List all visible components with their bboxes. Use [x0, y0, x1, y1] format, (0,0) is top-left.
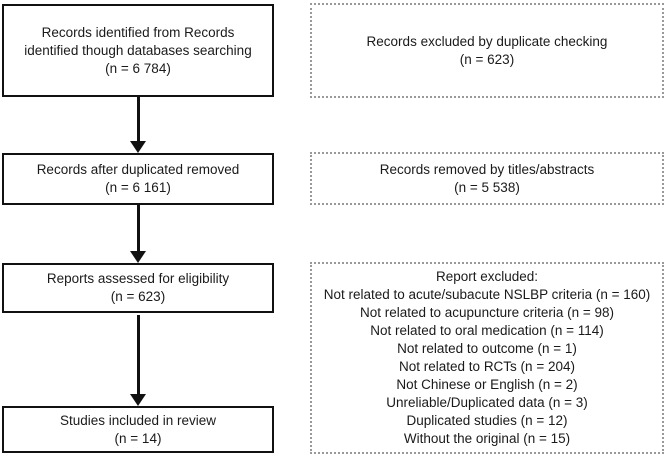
exclusion-item: Not related to oral medication (n = 114) — [370, 323, 604, 338]
arrow-shaft — [137, 315, 140, 396]
arrow-head-down-icon — [130, 251, 146, 263]
arrow-head-down-icon — [130, 394, 146, 406]
flow-arrow-1 — [130, 97, 146, 153]
exclusion-item: Not Chinese or English (n = 2) — [396, 377, 578, 392]
box-text-line: Records identified from Records — [41, 24, 235, 40]
exclusion-item: Not related to RCTs (n = 204) — [399, 359, 575, 374]
exclusion-title: Report excluded: — [435, 269, 539, 284]
box-count: (n = 14) — [114, 430, 162, 446]
box-count: (n = 5 538) — [454, 179, 520, 195]
box-count: (n = 6 784) — [105, 60, 171, 76]
box-text-line: Records excluded by duplicate checking — [366, 33, 608, 49]
box-records-after-duplicates-removed — [2, 153, 274, 205]
exclusion-item: Without the original (n = 15) — [403, 431, 571, 446]
box-count: (n = 623) — [110, 289, 166, 304]
box-text-line: identified though databases searching — [24, 42, 252, 58]
exclusion-item: Unreliable/Duplicated data (n = 3) — [386, 395, 588, 410]
box-text-line: Records removed by titles/abstracts — [379, 161, 595, 177]
box-count: (n = 623) — [459, 51, 515, 67]
box-excluded-by-duplicate-checking — [310, 3, 664, 98]
box-studies-included — [2, 406, 274, 453]
arrow-shaft — [137, 97, 140, 143]
box-text-line: Reports assessed for eligibility — [46, 271, 230, 286]
box-text-line: Studies included in review — [59, 412, 217, 428]
exclusion-item: Not related to acute/subacute NSLBP criteria (n = 160) — [323, 287, 651, 302]
box-reports-excluded — [310, 262, 664, 454]
box-removed-by-titles-abstracts — [310, 152, 664, 205]
box-reports-assessed-eligibility — [2, 263, 274, 313]
arrow-shaft — [137, 205, 140, 253]
exclusion-item: Not related to outcome (n = 1) — [397, 341, 577, 356]
box-text-line: Records after duplicated removed — [36, 162, 240, 177]
flow-arrow-2 — [130, 205, 146, 263]
arrow-head-down-icon — [130, 141, 146, 153]
flow-arrow-3 — [130, 315, 146, 406]
box-count: (n = 6 161) — [105, 180, 171, 195]
exclusion-item: Duplicated studies (n = 12) — [406, 413, 568, 428]
box-records-identified — [2, 4, 274, 97]
exclusion-item: Not related to acupuncture criteria (n = 98) — [359, 305, 614, 320]
